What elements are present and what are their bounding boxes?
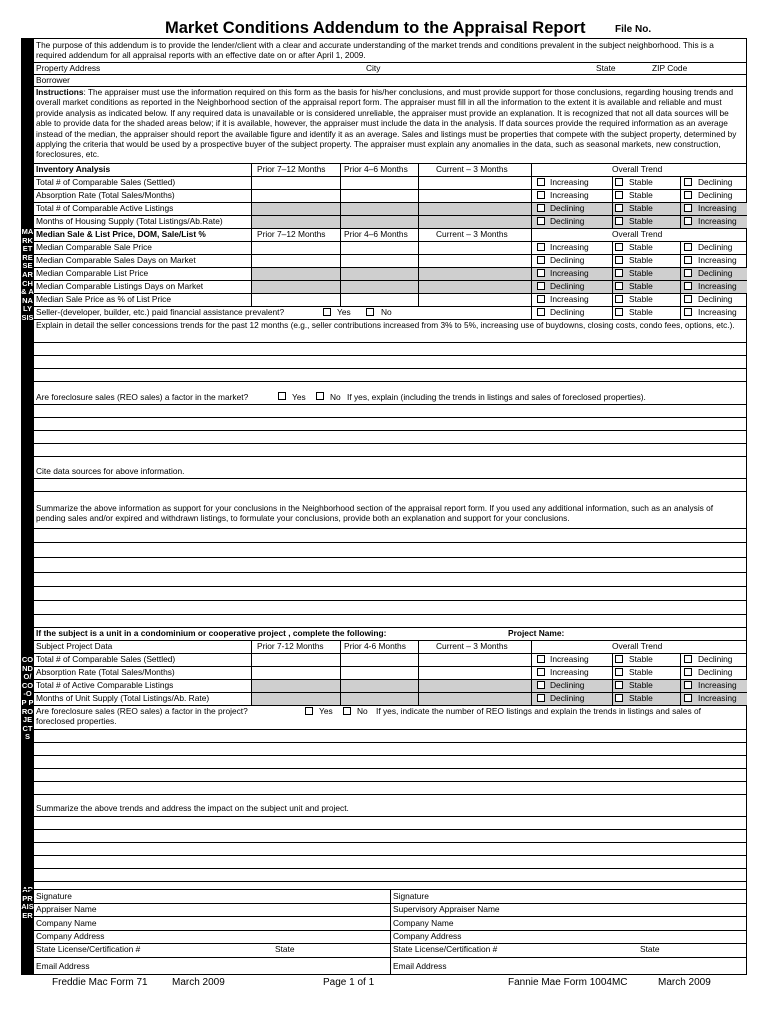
trend-checkbox[interactable]	[684, 191, 692, 199]
median-row-label: Median Comparable List Price	[36, 268, 149, 278]
condo-row-label: Total # of Active Comparable Listings	[36, 680, 174, 690]
condo-reo-yes-label: Yes	[319, 706, 333, 716]
condo-heading: If the subject is a unit in a condominium or cooperative project , complete the following:	[36, 628, 387, 638]
col-overall-trend: Overall Trend	[612, 229, 663, 239]
rule-line	[34, 342, 747, 343]
rule-line	[34, 542, 747, 543]
rule-line	[34, 781, 747, 782]
trend-option-2: Stable	[629, 216, 653, 226]
median-row-label: Median Comparable Sale Price	[36, 242, 152, 252]
trend-option-2: Stable	[629, 203, 653, 213]
trend-checkbox[interactable]	[684, 668, 692, 676]
trend-checkbox[interactable]	[615, 308, 623, 316]
trend-option-1: Declining	[550, 255, 585, 265]
column-divider	[680, 176, 681, 228]
shaded-cell	[252, 268, 531, 280]
trend-option-1: Declining	[550, 680, 585, 690]
trend-checkbox[interactable]	[537, 282, 545, 290]
col-current: Current – 3 Months	[436, 164, 508, 174]
condo-reo-question: Are foreclosure sales (REO sales) a factor in the project?	[36, 706, 248, 716]
inventory-row-label: Total # of Comparable Sales (Settled)	[36, 177, 176, 187]
appraiser-field-left: Company Name	[36, 918, 97, 928]
trend-checkbox[interactable]	[537, 204, 545, 212]
condo-col-current: Current – 3 Months	[436, 641, 508, 651]
trend-option-1: Increasing	[550, 177, 589, 187]
trend-checkbox[interactable]	[684, 204, 692, 212]
median-row-label: Median Sale Price as % of List Price	[36, 294, 171, 304]
trend-option-2: Stable	[629, 177, 653, 187]
col-prior-4-6: Prior 4–6 Months	[344, 164, 408, 174]
condo-col-prior-4-6: Prior 4-6 Months	[344, 641, 406, 651]
reo-yes-checkbox[interactable]	[278, 392, 286, 400]
trend-option-2: Stable	[629, 307, 653, 317]
rule-line	[34, 528, 747, 529]
trend-option-3: Declining	[698, 177, 733, 187]
rule-line	[34, 557, 747, 558]
trend-checkbox[interactable]	[537, 217, 545, 225]
shaded-cell	[252, 281, 531, 293]
column-divider	[340, 640, 341, 705]
condo-row-label: Absorption Rate (Total Sales/Months)	[36, 667, 175, 677]
rule-line	[34, 430, 747, 431]
rule-line	[34, 478, 747, 479]
trend-checkbox[interactable]	[537, 269, 545, 277]
section-sidebar	[21, 38, 34, 975]
trend-checkbox[interactable]	[537, 308, 545, 316]
trend-checkbox[interactable]	[684, 256, 692, 264]
rule-line	[34, 816, 747, 817]
shaded-cell	[252, 693, 531, 705]
trend-option-2: Stable	[629, 268, 653, 278]
trend-option-3: Increasing	[698, 255, 737, 265]
trend-option-3: Increasing	[698, 307, 737, 317]
trend-option-3: Declining	[698, 667, 733, 677]
trend-checkbox[interactable]	[537, 243, 545, 251]
median-row-label: Median Comparable Sales Days on Market	[36, 255, 196, 265]
rule-line	[34, 600, 747, 601]
condo-reo-explain-text: If yes, indicate the number of REO listings and explain the trends in listings and sales of	[376, 706, 701, 716]
rule-line	[34, 404, 747, 405]
column-divider	[251, 640, 252, 705]
trend-option-3: Declining	[698, 294, 733, 304]
col-current: Current – 3 Months	[436, 229, 508, 239]
trend-option-2: Stable	[629, 680, 653, 690]
median-row-label: Median Comparable Listings Days on Market	[36, 281, 204, 291]
rule-line	[34, 368, 747, 369]
rule-line	[34, 794, 747, 795]
rule-line	[34, 586, 747, 587]
condo-reo-no-label: No	[357, 706, 368, 716]
trend-option-1: Declining	[550, 307, 585, 317]
inventory-row-label: Total # of Comparable Active Listings	[36, 203, 174, 213]
trend-checkbox[interactable]	[615, 178, 623, 186]
trend-checkbox[interactable]	[615, 668, 623, 676]
trend-checkbox[interactable]	[615, 191, 623, 199]
rule-line	[34, 355, 747, 356]
column-divider	[680, 653, 681, 705]
rule-line	[34, 868, 747, 869]
form-title: Market Conditions Addendum to the Appraisal Report	[165, 19, 586, 37]
rule-line	[34, 881, 747, 882]
rule-line	[34, 829, 747, 830]
condo-col-prior-7-12: Prior 7-12 Months	[257, 641, 324, 651]
reo-no-label: No	[330, 392, 341, 402]
trend-checkbox[interactable]	[615, 204, 623, 212]
supervisor-field-right: Signature	[393, 891, 429, 901]
trend-option-2: Stable	[629, 667, 653, 677]
column-divider	[531, 163, 532, 319]
trend-option-1: Declining	[550, 281, 585, 291]
trend-checkbox[interactable]	[684, 243, 692, 251]
trend-checkbox[interactable]	[615, 681, 623, 689]
seller-yes-label: Yes	[337, 307, 351, 317]
seller-yes-checkbox[interactable]	[323, 308, 331, 316]
column-divider	[612, 653, 613, 705]
trend-option-1: Increasing	[550, 294, 589, 304]
inventory-analysis-header: Inventory Analysis	[36, 164, 111, 174]
trend-option-1: Increasing	[550, 190, 589, 200]
supervisor-state-label: State	[640, 944, 660, 954]
trend-checkbox[interactable]	[537, 295, 545, 303]
rule-line	[21, 889, 747, 890]
median-analysis-header: Median Sale & List Price, DOM, Sale/List %	[36, 229, 206, 239]
column-divider	[612, 176, 613, 228]
supervisor-field-right: Company Address	[393, 931, 462, 941]
shaded-cell	[252, 216, 531, 228]
shaded-cell	[252, 203, 531, 215]
footer-page: Page 1 of 1	[323, 977, 375, 988]
trend-checkbox[interactable]	[684, 269, 692, 277]
sidebar-market-label: MARKET RESEARCH & ANALYSIS	[21, 227, 34, 322]
col-overall-trend: Overall Trend	[612, 164, 663, 174]
shaded-cell	[252, 680, 531, 692]
rule-line	[34, 456, 747, 457]
condo-col-overall-trend: Overall Trend	[612, 641, 663, 651]
trend-checkbox[interactable]	[615, 694, 623, 702]
instructions-text	[36, 87, 742, 160]
trend-checkbox[interactable]	[537, 178, 545, 186]
rule-line	[34, 842, 747, 843]
column-divider	[251, 163, 252, 306]
trend-checkbox[interactable]	[615, 282, 623, 290]
trend-checkbox[interactable]	[537, 191, 545, 199]
trend-option-1: Increasing	[550, 667, 589, 677]
sidebar-appraiser-label: APPRAISER	[21, 885, 34, 920]
condo-row-label: Total # of Comparable Sales (Settled)	[36, 654, 176, 664]
column-divider	[340, 163, 341, 306]
trend-option-3: Declining	[698, 268, 733, 278]
inventory-row-label: Months of Housing Supply (Total Listings/Ab.Rate)	[36, 216, 223, 226]
trend-option-3: Increasing	[698, 203, 737, 213]
appraiser-state-label: State	[275, 944, 295, 954]
trend-checkbox[interactable]	[537, 655, 545, 663]
footer-freddie: Freddie Mac Form 71	[52, 977, 148, 988]
trend-checkbox[interactable]	[537, 668, 545, 676]
trend-checkbox[interactable]	[615, 243, 623, 251]
trend-checkbox[interactable]	[615, 655, 623, 663]
appraiser-field-left: Email Address	[36, 961, 90, 971]
trend-option-1: Increasing	[550, 654, 589, 664]
rule-line	[34, 62, 747, 63]
rule-line	[34, 381, 747, 382]
rule-line	[34, 742, 747, 743]
reo-no-checkbox[interactable]	[316, 392, 324, 400]
trend-checkbox[interactable]	[684, 694, 692, 702]
trend-option-1: Declining	[550, 693, 585, 703]
footer-date-right: March 2009	[658, 977, 711, 988]
column-divider	[418, 640, 419, 705]
seller-no-label: No	[381, 307, 392, 317]
trend-checkbox[interactable]	[684, 282, 692, 290]
instructions-body: : The appraiser must use the information required on this form as the basis for his/her conclusions, and must provide support for those conclusions, regarding housing trends and overall market conditions as reported in the Neighborhood section of the appraisal report form. The appraiser must fill in all the information to the extent it is available and reliable and must provide analysis as indicated below. If any required data is unavailable or is considered unreliable, the appraiser must provide an explanation. It is recognized that not all data sources will be able to provide data for the shaded areas below; if it is available, however, the appraiser must include the data in the analysis. If data sources provide the required information as an average instead of the median, the appraiser should report the available figure and identify it as an average. Sales and listings must be properties that compete with the subject property, determined by applying the criteria that would be used by a prospective buyer of the subject property. The appraiser must explain any anomalies in the data, such as seasonal markets, new construction, foreclosures, etc.	[36, 87, 737, 160]
col-prior-4-6: Prior 4–6 Months	[344, 229, 408, 239]
supervisor-field-right: Supervisory Appraiser Name	[393, 904, 500, 914]
col-prior-7-12: Prior 7–12 Months	[257, 229, 326, 239]
col-prior-7-12: Prior 7–12 Months	[257, 164, 326, 174]
column-divider	[612, 241, 613, 319]
trend-option-2: Stable	[629, 654, 653, 664]
trend-checkbox[interactable]	[684, 217, 692, 225]
seller-assistance-question: Seller-(developer, builder, etc.) paid financial assistance prevalent?	[36, 307, 285, 317]
reo-explain-text: If yes, explain (including the trends in listings and sales of foreclosed properties).	[347, 392, 646, 402]
subject-project-data-label: Subject Project Data	[36, 641, 113, 651]
trend-checkbox[interactable]	[684, 681, 692, 689]
property-address-field: Property Address	[36, 63, 101, 73]
trend-checkbox[interactable]	[684, 655, 692, 663]
project-name-label: Project Name:	[508, 628, 565, 638]
condo-row-label: Months of Unit Supply (Total Listings/Ab. Rate)	[36, 693, 210, 703]
zip-field: ZIP Code	[652, 63, 688, 73]
appraiser-field-left: Appraiser Name	[36, 904, 97, 914]
purpose-text: The purpose of this addendum is to provide the lender/client with a clear and accurate understanding of the market trends and conditions prevalent in the subject neighborhood. This is a required addendum for all appraisal reports with an effective date on or after April 1, 2009.	[36, 40, 714, 61]
trend-checkbox[interactable]	[615, 269, 623, 277]
trend-checkbox[interactable]	[537, 681, 545, 689]
summarize-condo-text: Summarize the above trends and address the impact on the subject unit and project.	[36, 803, 349, 813]
footer-fannie: Fannie Mae Form 1004MC	[508, 977, 628, 988]
supervisor-field-right: State License/Certification #	[393, 944, 498, 954]
trend-checkbox[interactable]	[684, 295, 692, 303]
reo-question: Are foreclosure sales (REO sales) a factor in the market?	[36, 392, 249, 402]
trend-option-3: Declining	[698, 242, 733, 252]
concessions-question: Explain in detail the seller concessions trends for the past 12 months (e.g., seller contributions increased from 3% to 5%, increasing use of buydowns, closing costs, condo fees, options, etc.).	[36, 320, 735, 330]
rule-line	[34, 729, 747, 730]
condo-reo-explain-text-2: foreclosed properties.	[36, 716, 117, 726]
footer-date-left: March 2009	[172, 977, 225, 988]
condo-reo-yes-checkbox[interactable]	[305, 707, 313, 715]
trend-option-3: Increasing	[698, 216, 737, 226]
trend-checkbox[interactable]	[615, 256, 623, 264]
trend-option-2: Stable	[629, 242, 653, 252]
rule-line	[34, 74, 747, 75]
trend-checkbox[interactable]	[615, 217, 623, 225]
trend-option-3: Declining	[698, 654, 733, 664]
trend-checkbox[interactable]	[684, 178, 692, 186]
borrower-field: Borrower	[36, 75, 70, 85]
city-field: City	[366, 63, 381, 73]
column-divider	[390, 889, 391, 975]
seller-no-checkbox[interactable]	[366, 308, 374, 316]
trend-checkbox[interactable]	[684, 308, 692, 316]
appraiser-field-left: Company Address	[36, 931, 105, 941]
supervisor-field-right: Email Address	[393, 961, 447, 971]
sidebar-condo-label: CONDO/CO-OP PROJECTS	[21, 655, 34, 742]
appraiser-field-left: State License/Certification #	[36, 944, 141, 954]
supervisor-field-right: Company Name	[393, 918, 454, 928]
rule-line	[34, 614, 747, 615]
trend-option-2: Stable	[629, 190, 653, 200]
reo-yes-label: Yes	[292, 392, 306, 402]
trend-option-2: Stable	[629, 693, 653, 703]
trend-option-2: Stable	[629, 281, 653, 291]
trend-option-1: Declining	[550, 203, 585, 213]
condo-reo-no-checkbox[interactable]	[343, 707, 351, 715]
column-divider	[418, 163, 419, 306]
column-divider	[531, 640, 532, 705]
trend-checkbox[interactable]	[537, 694, 545, 702]
trend-option-1: Increasing	[550, 242, 589, 252]
inventory-row-label: Absorption Rate (Total Sales/Months)	[36, 190, 175, 200]
rule-line	[34, 443, 747, 444]
file-no-label: File No.	[615, 24, 652, 35]
appraiser-field-left: Signature	[36, 891, 72, 901]
trend-option-1: Increasing	[550, 268, 589, 278]
state-field: State	[596, 63, 616, 73]
trend-option-2: Stable	[629, 294, 653, 304]
trend-option-3: Declining	[698, 190, 733, 200]
cite-sources-label: Cite data sources for above information.	[36, 466, 185, 476]
rule-line	[34, 768, 747, 769]
trend-option-3: Increasing	[698, 680, 737, 690]
rule-line	[34, 417, 747, 418]
rule-line	[34, 491, 747, 492]
instructions-label: Instructions	[36, 87, 84, 97]
rule-line	[34, 755, 747, 756]
trend-option-3: Increasing	[698, 281, 737, 291]
trend-checkbox[interactable]	[537, 256, 545, 264]
rule-line	[34, 572, 747, 573]
summarize-market-text: Summarize the above information as support for your conclusions in the Neighborhood section of the appraisal report form. If you used any additional information, such as an analysis of pending sales and/or expired and withdrawn listings, to formulate your conclusions, provide both an explanation and support for your conclusions.	[36, 503, 714, 524]
trend-option-1: Declining	[550, 216, 585, 226]
column-divider	[680, 241, 681, 319]
rule-line	[34, 855, 747, 856]
trend-option-3: Increasing	[698, 693, 737, 703]
trend-checkbox[interactable]	[615, 295, 623, 303]
trend-option-2: Stable	[629, 255, 653, 265]
